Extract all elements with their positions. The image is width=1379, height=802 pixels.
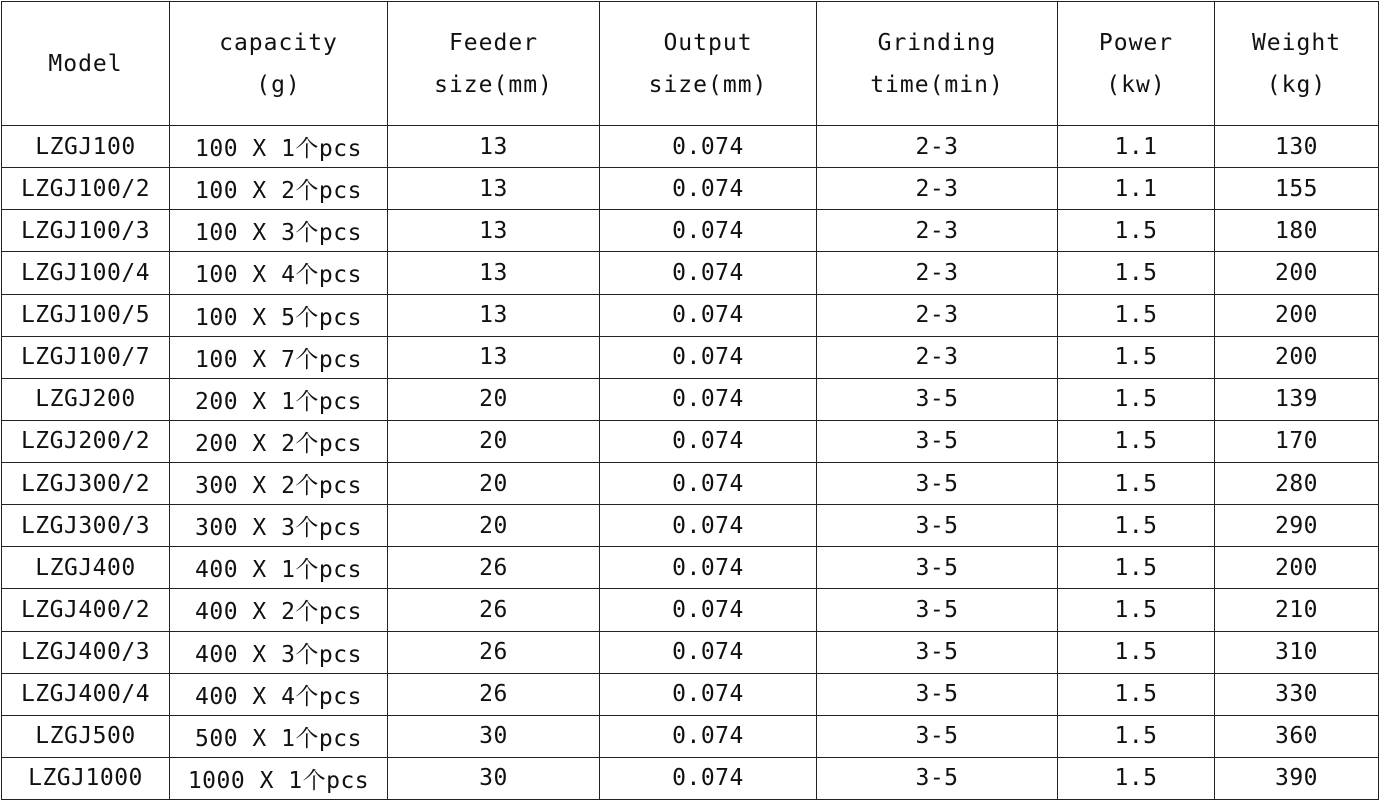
- cell-power: 1.5: [1058, 589, 1215, 631]
- column-header-capacity-line1: capacity: [219, 29, 338, 56]
- cell-capacity: 400 X 3个pcs: [170, 631, 388, 673]
- cell-power: 1.1: [1058, 168, 1215, 210]
- cell-power: 1.5: [1058, 547, 1215, 589]
- table-row: [2, 715, 1379, 757]
- cell-capacity: 100 X 5个pcs: [170, 294, 388, 336]
- cell-capacity: 400 X 1个pcs: [170, 547, 388, 589]
- cell-grinding-time: 3-5: [817, 715, 1058, 757]
- table-row: [2, 126, 1379, 168]
- cell-power: 1.5: [1058, 757, 1215, 799]
- column-header-feeder-size-line2: size(mm): [434, 71, 553, 98]
- cell-grinding-time: 3-5: [817, 463, 1058, 505]
- table-row: [2, 294, 1379, 336]
- cell-model: LZGJ100: [2, 126, 170, 168]
- cell-weight: 139: [1215, 378, 1379, 420]
- table-row: [2, 673, 1379, 715]
- cell-power: 1.5: [1058, 463, 1215, 505]
- cell-capacity: 300 X 3个pcs: [170, 505, 388, 547]
- cell-grinding-time: 3-5: [817, 673, 1058, 715]
- column-header-feeder-size: [388, 2, 600, 126]
- cell-output-size: 0.074: [600, 336, 817, 378]
- cell-feeder-size: 13: [388, 336, 600, 378]
- column-header-grinding-time-line2: time(min): [870, 71, 1004, 98]
- header-row: [2, 2, 1379, 126]
- cell-model: LZGJ300/2: [2, 463, 170, 505]
- cell-model: LZGJ1000: [2, 757, 170, 799]
- cell-feeder-size: 26: [388, 589, 600, 631]
- cell-power: 1.5: [1058, 673, 1215, 715]
- cell-feeder-size: 30: [388, 757, 600, 799]
- cell-output-size: 0.074: [600, 420, 817, 462]
- cell-power: 1.5: [1058, 631, 1215, 673]
- cell-output-size: 0.074: [600, 589, 817, 631]
- cell-weight: 290: [1215, 505, 1379, 547]
- cell-model: LZGJ400/2: [2, 589, 170, 631]
- cell-capacity: 1000 X 1个pcs: [170, 757, 388, 799]
- cell-capacity: 100 X 2个pcs: [170, 168, 388, 210]
- table-row: [2, 336, 1379, 378]
- cell-capacity: 100 X 1个pcs: [170, 126, 388, 168]
- cell-feeder-size: 30: [388, 715, 600, 757]
- cell-weight: 360: [1215, 715, 1379, 757]
- cell-power: 1.5: [1058, 378, 1215, 420]
- column-header-model: [2, 2, 170, 126]
- column-header-weight-line2: (kg): [1266, 71, 1327, 98]
- cell-grinding-time: 2-3: [817, 294, 1058, 336]
- cell-model: LZGJ100/7: [2, 336, 170, 378]
- column-header-weight-line1: Weight: [1251, 29, 1342, 56]
- cell-capacity: 100 X 3个pcs: [170, 210, 388, 252]
- cell-output-size: 0.074: [600, 126, 817, 168]
- table-row: [2, 252, 1379, 294]
- cell-grinding-time: 2-3: [817, 336, 1058, 378]
- cell-power: 1.5: [1058, 252, 1215, 294]
- cell-capacity: 500 X 1个pcs: [170, 715, 388, 757]
- cell-power: 1.5: [1058, 294, 1215, 336]
- cell-model: LZGJ400/3: [2, 631, 170, 673]
- cell-feeder-size: 20: [388, 378, 600, 420]
- cell-grinding-time: 3-5: [817, 378, 1058, 420]
- cell-output-size: 0.074: [600, 757, 817, 799]
- cell-output-size: 0.074: [600, 715, 817, 757]
- cell-grinding-time: 3-5: [817, 420, 1058, 462]
- cell-power: 1.5: [1058, 336, 1215, 378]
- cell-feeder-size: 13: [388, 126, 600, 168]
- cell-model: LZGJ200: [2, 378, 170, 420]
- cell-model: LZGJ500: [2, 715, 170, 757]
- cell-grinding-time: 2-3: [817, 126, 1058, 168]
- cell-grinding-time: 2-3: [817, 168, 1058, 210]
- column-header-grinding-time-line1: Grinding: [877, 29, 997, 56]
- cell-output-size: 0.074: [600, 505, 817, 547]
- cell-grinding-time: 2-3: [817, 252, 1058, 294]
- column-header-power-line2: (kw): [1106, 71, 1166, 98]
- cell-model: LZGJ400: [2, 547, 170, 589]
- cell-model: LZGJ300/3: [2, 505, 170, 547]
- cell-weight: 130: [1215, 126, 1379, 168]
- column-header-output-size-line1: Output: [663, 29, 753, 56]
- cell-power: 1.5: [1058, 420, 1215, 462]
- column-header-power-line1: Power: [1098, 29, 1174, 56]
- table-row: [2, 631, 1379, 673]
- cell-feeder-size: 13: [388, 294, 600, 336]
- column-header-grinding-time: [817, 2, 1058, 126]
- cell-model: LZGJ200/2: [2, 420, 170, 462]
- cell-grinding-time: 3-5: [817, 757, 1058, 799]
- spec-table: [1, 1, 1379, 800]
- cell-feeder-size: 26: [388, 673, 600, 715]
- cell-weight: 200: [1215, 336, 1379, 378]
- column-header-capacity-line2: (g): [256, 71, 301, 98]
- cell-feeder-size: 20: [388, 463, 600, 505]
- cell-grinding-time: 2-3: [817, 210, 1058, 252]
- cell-output-size: 0.074: [600, 294, 817, 336]
- cell-feeder-size: 13: [388, 210, 600, 252]
- table-row: [2, 505, 1379, 547]
- table-row: [2, 589, 1379, 631]
- cell-model: LZGJ400/4: [2, 673, 170, 715]
- table-row: [2, 168, 1379, 210]
- cell-capacity: 100 X 4个pcs: [170, 252, 388, 294]
- cell-feeder-size: 26: [388, 547, 600, 589]
- cell-weight: 200: [1215, 547, 1379, 589]
- cell-weight: 390: [1215, 757, 1379, 799]
- column-header-output-size-line2: size(mm): [648, 71, 768, 98]
- cell-model: LZGJ100/3: [2, 210, 170, 252]
- cell-weight: 280: [1215, 463, 1379, 505]
- column-header-power: [1058, 2, 1215, 126]
- cell-output-size: 0.074: [600, 547, 817, 589]
- cell-feeder-size: 13: [388, 252, 600, 294]
- column-header-feeder-size-line1: Feeder: [448, 29, 539, 56]
- cell-weight: 200: [1215, 294, 1379, 336]
- cell-grinding-time: 3-5: [817, 631, 1058, 673]
- table-row: [2, 378, 1379, 420]
- table-row: [2, 420, 1379, 462]
- cell-power: 1.5: [1058, 505, 1215, 547]
- cell-weight: 170: [1215, 420, 1379, 462]
- cell-feeder-size: 26: [388, 631, 600, 673]
- cell-feeder-size: 20: [388, 420, 600, 462]
- cell-power: 1.1: [1058, 126, 1215, 168]
- cell-grinding-time: 3-5: [817, 505, 1058, 547]
- column-header-output-size: [600, 2, 817, 126]
- cell-weight: 180: [1215, 210, 1379, 252]
- cell-capacity: 400 X 2个pcs: [170, 589, 388, 631]
- table-row: [2, 463, 1379, 505]
- cell-power: 1.5: [1058, 210, 1215, 252]
- table-row: [2, 757, 1379, 799]
- cell-model: LZGJ100/5: [2, 294, 170, 336]
- cell-feeder-size: 20: [388, 505, 600, 547]
- cell-feeder-size: 13: [388, 168, 600, 210]
- cell-model: LZGJ100/4: [2, 252, 170, 294]
- cell-output-size: 0.074: [600, 210, 817, 252]
- cell-output-size: 0.074: [600, 252, 817, 294]
- cell-capacity: 200 X 1个pcs: [170, 378, 388, 420]
- cell-power: 1.5: [1058, 715, 1215, 757]
- cell-output-size: 0.074: [600, 378, 817, 420]
- cell-weight: 310: [1215, 631, 1379, 673]
- cell-capacity: 300 X 2个pcs: [170, 463, 388, 505]
- cell-model: LZGJ100/2: [2, 168, 170, 210]
- cell-capacity: 400 X 4个pcs: [170, 673, 388, 715]
- cell-capacity: 200 X 2个pcs: [170, 420, 388, 462]
- table-body: [2, 126, 1379, 800]
- cell-output-size: 0.074: [600, 673, 817, 715]
- column-header-weight: [1215, 2, 1379, 126]
- cell-capacity: 100 X 7个pcs: [170, 336, 388, 378]
- table-row: [2, 210, 1379, 252]
- cell-grinding-time: 3-5: [817, 589, 1058, 631]
- cell-weight: 155: [1215, 168, 1379, 210]
- cell-output-size: 0.074: [600, 631, 817, 673]
- cell-output-size: 0.074: [600, 463, 817, 505]
- column-header-capacity: [170, 2, 388, 126]
- table-row: [2, 547, 1379, 589]
- cell-output-size: 0.074: [600, 168, 817, 210]
- cell-weight: 330: [1215, 673, 1379, 715]
- cell-grinding-time: 3-5: [817, 547, 1058, 589]
- cell-weight: 210: [1215, 589, 1379, 631]
- cell-weight: 200: [1215, 252, 1379, 294]
- column-header-model-line1: Model: [48, 50, 123, 77]
